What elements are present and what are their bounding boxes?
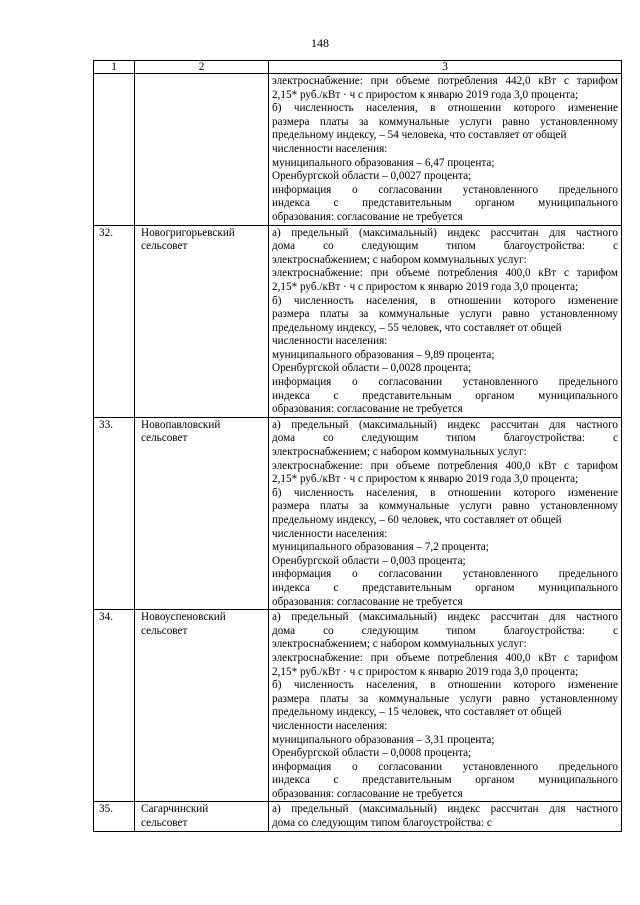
text-line: б) численность населения, в отношении которого изменение [272,679,618,692]
table-row [94,417,622,609]
text-line: образования: согласование не требуется [272,595,463,608]
text-line: индекса с представительным органом муниципального [272,581,618,594]
text-line: численности населения: [272,335,388,348]
municipality-name-line: сельсовет [141,817,188,830]
table-row [94,225,622,417]
text-line: 2,15* руб./кВт · ч с приростом к январю 2019 года 3,0 процента; [272,665,579,678]
municipality-name-line: Новогригорьевский [141,226,235,239]
text-line: предельному индексу, – 54 человека, что составляет от общей [272,129,567,142]
text-line: электроснабжение: при объеме потребления 400,0 кВт с тарифом [272,459,618,472]
text-line: размера платы за коммунальные услуги равно установленному [272,692,618,705]
row-number-cell: 32. [94,225,135,417]
row-text-cell [269,74,622,226]
text-line: дома со следующим типом благоустройства: с [272,624,618,637]
row-text-cell [269,417,622,609]
index-table [93,60,622,832]
page-number: 148 [311,36,329,50]
text-line: электроснабжение: при объеме потребления 400,0 кВт с тарифом [272,651,618,664]
text-line: численности населения: [272,527,388,540]
text-line: размера платы за коммунальные услуги равно установленному [272,115,618,128]
row-text-cell [269,610,622,802]
text-line: 2,15* руб./кВт · ч с приростом к январю 2019 года 3,0 процента; [272,280,579,293]
row-name-cell [135,610,269,802]
municipality-name-line: сельсовет [141,624,188,637]
row-name-cell [135,74,269,226]
municipality-name-line: сельсовет [141,432,188,445]
table-row-continuation [94,74,622,226]
text-line: а) предельный (максимальный) индекс рассчитан для частного [272,611,618,624]
text-line: электроснабжение: при объеме потребления 400,0 кВт с тарифом [272,267,618,280]
municipality-name-line: Сагарчинский [141,803,209,816]
row-name-cell [135,225,269,417]
text-line: предельному индексу, – 15 человек, что составляет от общей [272,706,562,719]
text-line: а) предельный (максимальный) индекс рассчитан для частного [272,418,618,431]
text-line: образования: согласование не требуется [272,210,463,223]
municipality-name-line: сельсовет [141,240,188,253]
municipality-name-line: Новопавловский [141,418,221,431]
row-number-cell [94,74,135,226]
text-line: б) численность населения, в отношении которого изменение [272,294,618,307]
text-line: образования: согласование не требуется [272,787,463,800]
text-line: Оренбургской области – 0,0028 процента; [272,362,472,375]
text-line: информация о согласовании установленного предельного [272,183,618,196]
text-line: б) численность населения, в отношении которого изменение [272,486,618,499]
text-line: информация о согласовании установленного предельного [272,760,618,773]
text-line: Оренбургской области – 0,003 процента; [272,554,466,567]
text-line: размера платы за коммунальные услуги равно установленному [272,500,618,513]
text-line: а) предельный (максимальный) индекс рассчитан для частного [272,226,618,239]
column-header-3: 3 [269,61,622,74]
column-header-1: 1 [94,61,135,74]
row-name-cell [135,417,269,609]
text-line: а) предельный (максимальный) индекс рассчитан для частного [272,803,618,816]
text-line: численности населения: [272,142,388,155]
column-header-2: 2 [135,61,269,74]
text-line: информация о согласовании установленного предельного [272,376,618,389]
text-line: электроснабжением; с набором коммунальных услуг: [272,446,527,459]
row-number-cell: 35. [94,802,135,831]
text-line: 2,15* руб./кВт · ч с приростом к январю 2019 года 3,0 процента; [272,88,579,101]
row-text-cell [269,225,622,417]
text-line: 2,15* руб./кВт · ч с приростом к январю 2019 года 3,0 процента; [272,473,579,486]
text-line: дома со следующим типом благоустройства: с [272,432,618,445]
text-line: муниципального образования – 6,47 процента; [272,156,495,169]
table-row [94,610,622,802]
text-line: муниципального образования – 3,31 процента; [272,733,495,746]
text-line: электроснабжением; с набором коммунальных услуг: [272,253,527,266]
text-line: предельному индексу, – 60 человек, что составляет от общей [272,514,562,526]
row-text-cell [269,802,622,831]
table-row [94,802,622,831]
text-line: предельному индексу, – 55 человек, что составляет от общей [272,321,562,334]
text-line: дома со следующим типом благоустройства: с [272,240,618,253]
row-number-cell: 33. [94,417,135,609]
text-line: Оренбургской области – 0,0027 процента; [272,170,472,183]
text-line: численности населения: [272,719,388,732]
table-header-row [94,61,622,74]
text-line: муниципального образования – 7,2 процента; [272,541,489,554]
text-line: размера платы за коммунальные услуги равно установленному [272,308,618,321]
text-line: индекса с представительным органом муниципального [272,197,618,210]
row-number-cell: 34. [94,610,135,802]
text-line: электроснабжение: при объеме потребления 442,0 кВт с тарифом [272,75,618,87]
text-line: образования: согласование не требуется [272,403,463,416]
text-line: индекса с представительным органом муниципального [272,389,618,402]
municipality-name-line: Новоуспеновский [141,611,226,624]
text-line: индекса с представительным органом муниципального [272,774,618,787]
row-name-cell [135,802,269,831]
text-line: Оренбургской области – 0,0008 процента; [272,747,472,760]
text-line: информация о согласовании установленного предельного [272,568,618,581]
text-line: муниципального образования – 9,89 процента; [272,348,495,361]
text-line: б) численность населения, в отношении которого изменение [272,102,618,115]
text-line: дома со следующим типом благоустройства: с [272,817,492,830]
text-line: электроснабжением; с набором коммунальных услуг: [272,638,527,651]
